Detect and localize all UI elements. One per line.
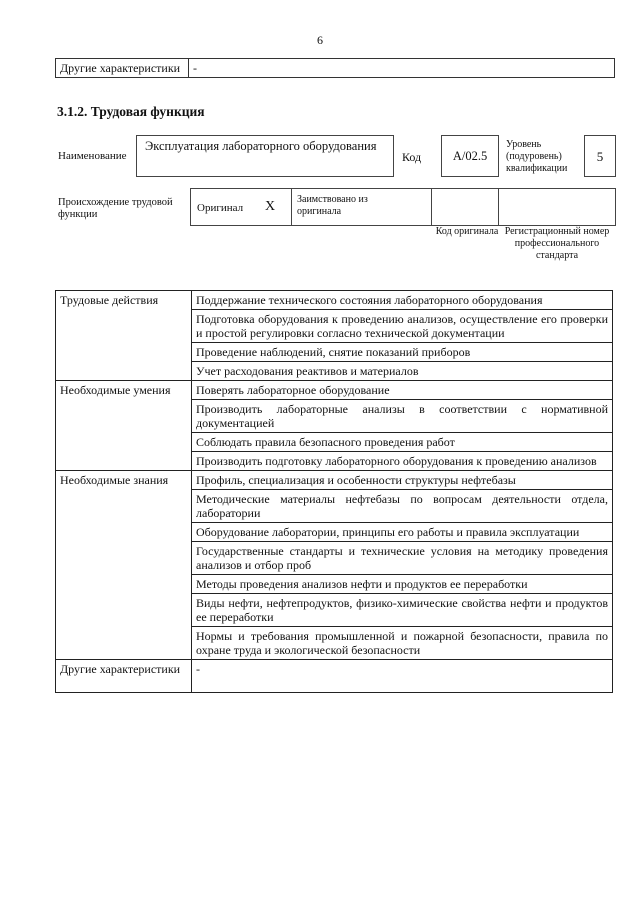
table-cell: Производить подготовку лабораторного оборудования к проведению анализов — [192, 452, 613, 471]
table-row — [56, 381, 613, 400]
table-cell: Государственные стандарты и технические условия на методику проведения анализов и отбор проб — [192, 542, 613, 575]
code-label: Код — [402, 150, 422, 164]
page-number: 6 — [317, 33, 323, 47]
table-row — [56, 471, 613, 490]
table-cell: Проведение наблюдений, снятие показаний приборов — [192, 343, 613, 362]
table-cell: Подготовка оборудования к проведению анализов, осуществление его проверки и простой регулировки согласно технической документации — [192, 310, 613, 343]
category-required-skills: Необходимые умения — [56, 381, 192, 471]
table-cell: Поверять лабораторное оборудование — [192, 381, 613, 400]
borrowed-box — [291, 188, 432, 226]
reg-number-caption: Регистрационный номер профессионального стандарта — [504, 226, 610, 261]
table-cell: Учет расходования реактивов и материалов — [192, 362, 613, 381]
table-cell: Оборудование лаборатории, принципы его работы и правила эксплуатации — [192, 523, 613, 542]
table-row — [56, 660, 613, 693]
table-cell: Методические материалы нефтебазы по вопросам деятельности отдела, лаборатории — [192, 490, 613, 523]
original-mark: Х — [265, 199, 276, 214]
category-other-characteristics: Другие характеристики — [56, 660, 192, 693]
table-cell: Виды нефти, нефтепродуктов, физико-химические свойства нефти и продуктов ее переработки — [192, 594, 613, 627]
table-cell: Производить лабораторные анализы в соответствии с нормативной документацией — [192, 400, 613, 433]
original-label: Оригинал — [197, 202, 244, 214]
reg-number-box — [498, 188, 616, 226]
original-box — [190, 188, 292, 226]
name-label: Наименование — [58, 150, 127, 162]
code-box — [441, 135, 499, 177]
code-value: А/02.5 — [452, 149, 488, 163]
code-original-box — [431, 188, 499, 226]
other-characteristics-table-top — [55, 58, 615, 78]
table-cell: - — [192, 660, 613, 693]
level-label: Уровень (подуровень) квалификации — [506, 139, 568, 174]
table-cell: Соблюдать правила безопасного проведения работ — [192, 433, 613, 452]
section-title: 3.1.2. Трудовая функция — [57, 104, 205, 119]
table-cell: Методы проведения анализов нефти и продуктов ее переработки — [192, 575, 613, 594]
category-labor-actions: Трудовые действия — [56, 291, 192, 381]
level-box — [584, 135, 616, 177]
table-cell: Поддержание технического состояния лабораторного оборудования — [192, 291, 613, 310]
code-original-caption: Код оригинала — [435, 226, 499, 237]
labor-function-table — [55, 290, 613, 693]
other-characteristics-label: Другие характеристики — [56, 59, 189, 78]
borrowed-label: Заимствовано из оригинала — [297, 194, 368, 217]
table-cell: Профиль, специализация и особенности структуры нефтебазы — [192, 471, 613, 490]
table-row — [56, 291, 613, 310]
origin-label: Происхождение трудовой функции — [58, 197, 173, 220]
other-characteristics-value: - — [189, 59, 615, 78]
level-value: 5 — [596, 149, 604, 164]
name-value: Эксплуатация лабораторного оборудования — [145, 139, 377, 153]
name-box — [136, 135, 394, 177]
category-required-knowledge: Необходимые знания — [56, 471, 192, 660]
table-cell: Нормы и требования промышленной и пожарной безопасности, правила по охране труда и экологической безопасности — [192, 627, 613, 660]
